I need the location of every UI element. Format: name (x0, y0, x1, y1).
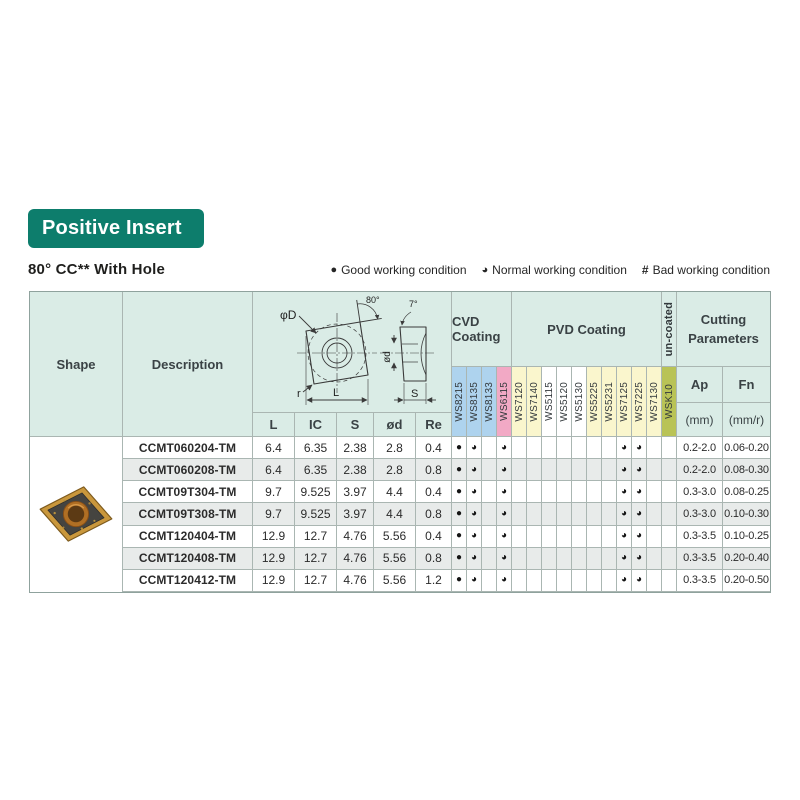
rating-cell-WS8133 (482, 459, 497, 481)
table-row (452, 459, 677, 481)
fn-value-cell: 0.10-0.25 (723, 526, 770, 548)
rating-cell-WS8135: ◕ (467, 570, 482, 592)
dim-value-S: 4.76 (337, 548, 374, 570)
coating-rating-rows (452, 437, 677, 592)
rating-cell-WSK10 (662, 503, 677, 525)
table-row (123, 526, 253, 548)
table-row (677, 437, 770, 459)
rating-cell-WS5225 (587, 548, 602, 570)
rating-cell-WS5225 (587, 526, 602, 548)
rating-cell-WS5130 (572, 526, 587, 548)
dim-value-od: 5.56 (374, 570, 416, 592)
fn-value-cell: 0.10-0.30 (723, 503, 770, 525)
rating-cell-WS8133 (482, 570, 497, 592)
rating-cell-WSK10 (662, 437, 677, 459)
cutting-sub-headers (677, 367, 770, 437)
coating-name-label: WS7130 (648, 381, 660, 422)
table-row (253, 459, 452, 481)
rating-cell-WS5231 (602, 570, 617, 592)
diagram-label-clearance: 7° (409, 299, 418, 309)
rating-cell-WS8135: ◕ (467, 437, 482, 459)
legend-item-good (330, 263, 466, 277)
rating-cell-WS7120 (512, 526, 527, 548)
dim-value-IC: 6.35 (295, 437, 337, 459)
dim-value-L: 6.4 (253, 459, 295, 481)
dim-value-IC: 12.7 (295, 570, 337, 592)
dim-value-IC: 9.525 (295, 503, 337, 525)
shape-column (30, 292, 123, 592)
technical-diagram-cell (253, 292, 452, 413)
rating-cell-WS8215: ● (452, 526, 467, 548)
rating-cell-WS7130 (647, 503, 662, 525)
coating-name-label: WS5115 (543, 382, 555, 421)
insert-photo (35, 484, 117, 546)
rating-cell-WS6115: ◕ (497, 481, 512, 503)
rating-cell-WS8215: ● (452, 437, 467, 459)
table-row (253, 503, 452, 525)
section-badge-label: Positive Insert (42, 217, 182, 239)
rating-cell-WS7120 (512, 481, 527, 503)
rating-cell-WS5115 (542, 503, 557, 525)
dim-value-Re: 0.8 (416, 503, 452, 525)
rating-cell-WS5130 (572, 437, 587, 459)
table-row (123, 481, 253, 503)
rating-cell-WS7140 (527, 526, 542, 548)
rating-cell-WS5231 (602, 459, 617, 481)
dimensions-column-group (253, 292, 452, 592)
table-row (452, 548, 677, 570)
rating-cell-WS8215: ● (452, 459, 467, 481)
rating-cell-WS8135: ◕ (467, 526, 482, 548)
dim-value-S: 4.76 (337, 526, 374, 548)
rating-cell-WS8133 (482, 503, 497, 525)
coating-name-label: WS7225 (633, 381, 645, 422)
rating-cell-WS5120 (557, 459, 572, 481)
coating-name-label: WS7125 (618, 381, 630, 422)
rating-cell-WS7120 (512, 459, 527, 481)
dim-header-od: ød (374, 413, 416, 437)
rating-cell-WS8133 (482, 437, 497, 459)
cutting-parameters-header (677, 292, 770, 367)
ap-value-cell: 0.3-3.0 (677, 481, 723, 503)
dim-value-L: 12.9 (253, 526, 295, 548)
coating-column-header-WS8215 (452, 367, 467, 437)
dim-value-S: 2.38 (337, 437, 374, 459)
rating-cell-WS8135: ◕ (467, 503, 482, 525)
dim-value-L: 9.7 (253, 503, 295, 525)
rating-cell-WS8135: ◕ (467, 459, 482, 481)
rating-cell-WS7125: ◕ (617, 503, 632, 525)
dim-value-S: 3.97 (337, 481, 374, 503)
ap-value-cell: 0.3-3.5 (677, 570, 723, 592)
rating-cell-WS7225: ◕ (632, 503, 647, 525)
rating-cell-WS5225 (587, 503, 602, 525)
dim-value-od: 5.56 (374, 548, 416, 570)
rating-cell-WS5231 (602, 503, 617, 525)
rating-cell-WS5115 (542, 570, 557, 592)
rating-cell-WS7225: ◕ (632, 437, 647, 459)
description-header: Description (123, 292, 253, 437)
coating-name-label: WS7140 (528, 381, 540, 422)
description-cell: CCMT09T304-TM (123, 481, 253, 503)
rating-cell-WS5231 (602, 526, 617, 548)
dim-value-Re: 0.4 (416, 437, 452, 459)
rating-cell-WS8215: ● (452, 570, 467, 592)
rating-cell-WS5120 (557, 526, 572, 548)
rating-cell-WS7140 (527, 548, 542, 570)
dim-value-L: 6.4 (253, 437, 295, 459)
rating-cell-WS8133 (482, 526, 497, 548)
rating-cell-WS7130 (647, 437, 662, 459)
rating-cell-WS7130 (647, 548, 662, 570)
legend-label-bad: Bad working condition (652, 263, 770, 277)
dimension-header-row (253, 413, 452, 437)
rating-cell-WS5120 (557, 481, 572, 503)
dim-value-Re: 0.8 (416, 548, 452, 570)
rating-cell-WS7225: ◕ (632, 548, 647, 570)
fn-subcolumn (723, 367, 770, 437)
fn-value-cell: 0.08-0.30 (723, 459, 770, 481)
coating-column-header-WS7225 (632, 367, 647, 437)
dim-value-IC: 9.525 (295, 481, 337, 503)
rating-cell-WS7225: ◕ (632, 570, 647, 592)
rating-cell-WS5115 (542, 526, 557, 548)
table-row (452, 526, 677, 548)
dim-value-od: 2.8 (374, 459, 416, 481)
coating-name-label: WS8135 (468, 381, 480, 422)
table-row (677, 481, 770, 503)
legend-label-normal: Normal working condition (492, 263, 627, 277)
coating-column-header-WS5120 (557, 367, 572, 437)
coating-column-header-WS8133 (482, 367, 497, 437)
rating-cell-WS8215: ● (452, 481, 467, 503)
normal-condition-icon: ◕ (481, 263, 489, 276)
coating-column-header-WS7140 (527, 367, 542, 437)
diagram-label-od: ød (382, 351, 393, 363)
rating-cell-WS7125: ◕ (617, 570, 632, 592)
dim-value-L: 12.9 (253, 570, 295, 592)
rating-cell-WS6115: ◕ (497, 437, 512, 459)
table-row (677, 526, 770, 548)
rating-cell-WS8215: ● (452, 548, 467, 570)
dim-value-S: 2.38 (337, 459, 374, 481)
coating-column-header-WS7130 (647, 367, 662, 437)
rating-cell-WS7120 (512, 548, 527, 570)
rating-cell-WSK10 (662, 481, 677, 503)
rating-cell-WS6115: ◕ (497, 459, 512, 481)
good-condition-icon: ● (330, 263, 338, 276)
rating-cell-WS5231 (602, 481, 617, 503)
rating-cell-WS5115 (542, 437, 557, 459)
section-badge (28, 209, 204, 248)
fn-value-cell: 0.08-0.25 (723, 481, 770, 503)
diagram-label-L: L (333, 387, 340, 399)
legend-item-bad (642, 263, 770, 277)
uncoated-header-label: un-coated (663, 301, 675, 357)
rating-cell-WS7120 (512, 570, 527, 592)
description-column (123, 292, 253, 592)
coating-column-header-WS5231 (602, 367, 617, 437)
description-cell: CCMT060208-TM (123, 459, 253, 481)
dim-header-L: L (253, 413, 295, 437)
rating-cell-WSK10 (662, 459, 677, 481)
fn-header: Fn (723, 367, 770, 403)
table-row (253, 481, 452, 503)
dim-value-Re: 0.4 (416, 481, 452, 503)
rating-cell-WS7120 (512, 437, 527, 459)
dim-value-IC: 6.35 (295, 459, 337, 481)
diagram-label-angle: 80° (366, 295, 380, 305)
cvd-coating-header: CVD Coating (452, 292, 512, 367)
fn-value-cell: 0.20-0.40 (723, 548, 770, 570)
description-rows (123, 437, 253, 592)
rating-cell-WS7140 (527, 570, 542, 592)
dim-header-IC: IC (295, 413, 337, 437)
cutting-parameter-rows (677, 437, 770, 592)
legend-label-good: Good working condition (341, 263, 467, 277)
fn-unit: (mm/r) (723, 403, 770, 437)
table-row (677, 548, 770, 570)
dim-value-Re: 0.4 (416, 526, 452, 548)
table-row (123, 459, 253, 481)
coating-name-label: WS5231 (603, 381, 615, 422)
rating-cell-WS7140 (527, 437, 542, 459)
rating-cell-WS5225 (587, 437, 602, 459)
dim-value-od: 4.4 (374, 503, 416, 525)
insert-technical-diagram (253, 292, 451, 412)
table-row (253, 548, 452, 570)
ap-value-cell: 0.3-3.0 (677, 503, 723, 525)
coating-name-label: WS8215 (453, 381, 465, 422)
rating-cell-WS7140 (527, 459, 542, 481)
rating-cell-WS5115 (542, 548, 557, 570)
coating-column-header-WS7125 (617, 367, 632, 437)
rating-cell-WS7125: ◕ (617, 526, 632, 548)
coating-name-label: WS5225 (588, 381, 600, 422)
description-cell: CCMT09T308-TM (123, 503, 253, 525)
insert-photo-cell (30, 437, 123, 592)
coating-column-header-WSK10 (662, 367, 677, 437)
insert-spec-table (29, 291, 771, 593)
table-row (253, 570, 452, 592)
description-cell: CCMT120412-TM (123, 570, 253, 592)
rating-cell-WS5115 (542, 459, 557, 481)
rating-cell-WS7125: ◕ (617, 548, 632, 570)
rating-cell-WS6115: ◕ (497, 526, 512, 548)
coating-column-header-WS8135 (467, 367, 482, 437)
ap-value-cell: 0.3-3.5 (677, 548, 723, 570)
rating-cell-WS7140 (527, 503, 542, 525)
table-row (123, 570, 253, 592)
bad-condition-icon: # (641, 263, 649, 277)
coating-name-label: WS5120 (558, 381, 570, 422)
table-row (452, 437, 677, 459)
table-row (452, 503, 677, 525)
coating-column-group (452, 292, 677, 592)
rating-cell-WS8135: ◕ (467, 481, 482, 503)
rating-cell-WS6115: ◕ (497, 548, 512, 570)
dim-value-S: 3.97 (337, 503, 374, 525)
rating-cell-WS7140 (527, 481, 542, 503)
dim-header-Re: Re (416, 413, 452, 437)
rating-cell-WS5120 (557, 548, 572, 570)
coating-name-label: WS7120 (513, 381, 525, 422)
legend-item-normal (482, 263, 627, 277)
description-cell: CCMT060204-TM (123, 437, 253, 459)
rating-cell-WS7225: ◕ (632, 459, 647, 481)
rating-cell-WS5130 (572, 459, 587, 481)
rating-cell-WS7120 (512, 503, 527, 525)
fn-value-cell: 0.20-0.50 (723, 570, 770, 592)
dim-value-IC: 12.7 (295, 548, 337, 570)
cutting-parameters-column-group (677, 292, 770, 592)
diagram-label-S: S (411, 388, 419, 400)
working-condition-legend (330, 263, 770, 277)
dim-value-L: 12.9 (253, 548, 295, 570)
rating-cell-WS6115: ◕ (497, 570, 512, 592)
rating-cell-WSK10 (662, 548, 677, 570)
coating-column-header-WS7120 (512, 367, 527, 437)
coating-column-header-WS5225 (587, 367, 602, 437)
dim-header-S: S (337, 413, 374, 437)
dim-value-od: 5.56 (374, 526, 416, 548)
rating-cell-WS8133 (482, 481, 497, 503)
ap-subcolumn (677, 367, 723, 437)
rating-cell-WS5120 (557, 570, 572, 592)
rating-cell-WS5120 (557, 437, 572, 459)
rating-cell-WS7130 (647, 570, 662, 592)
rating-cell-WS8133 (482, 548, 497, 570)
coating-column-header-WS5130 (572, 367, 587, 437)
rating-cell-WS8135: ◕ (467, 548, 482, 570)
rating-cell-WS5225 (587, 481, 602, 503)
table-row (452, 570, 677, 592)
cutting-parameters-label: Cutting Parameters (688, 311, 759, 346)
rating-cell-WSK10 (662, 526, 677, 548)
diagram-label-r: r (297, 388, 301, 400)
rating-cell-WS5130 (572, 503, 587, 525)
coating-name-label: WS8133 (483, 381, 495, 422)
coating-column-header-WS6115 (497, 367, 512, 437)
ap-value-cell: 0.3-3.5 (677, 526, 723, 548)
description-cell: CCMT120404-TM (123, 526, 253, 548)
dim-value-IC: 12.7 (295, 526, 337, 548)
table-row (253, 526, 452, 548)
ap-value-cell: 0.2-2.0 (677, 437, 723, 459)
description-cell: CCMT120408-TM (123, 548, 253, 570)
dimension-rows (253, 437, 452, 592)
coating-group-header-row (452, 292, 677, 367)
dim-value-od: 4.4 (374, 481, 416, 503)
page-subtitle: 80° CC** With Hole (28, 261, 165, 278)
rating-cell-WS5225 (587, 570, 602, 592)
dim-value-Re: 0.8 (416, 459, 452, 481)
table-row (677, 459, 770, 481)
coating-name-label: WS6115 (498, 382, 510, 421)
rating-cell-WS5115 (542, 481, 557, 503)
uncoated-header (662, 292, 677, 367)
rating-cell-WS7225: ◕ (632, 481, 647, 503)
ap-header: Ap (677, 367, 723, 403)
rating-cell-WS5225 (587, 459, 602, 481)
table-row (452, 481, 677, 503)
coating-name-label: WSK10 (663, 384, 675, 419)
table-row (123, 437, 253, 459)
rating-cell-WS5231 (602, 437, 617, 459)
table-row (123, 503, 253, 525)
pvd-coating-header: PVD Coating (512, 292, 662, 367)
dim-value-od: 2.8 (374, 437, 416, 459)
rating-cell-WS5120 (557, 503, 572, 525)
table-row (677, 570, 770, 592)
rating-cell-WS7130 (647, 481, 662, 503)
rating-cell-WS7125: ◕ (617, 481, 632, 503)
dim-value-S: 4.76 (337, 570, 374, 592)
diagram-label-phiD: φD (280, 308, 297, 322)
rating-cell-WS5231 (602, 548, 617, 570)
rating-cell-WS5130 (572, 548, 587, 570)
rating-cell-WS6115: ◕ (497, 503, 512, 525)
rating-cell-WS5130 (572, 570, 587, 592)
coating-column-header-WS5115 (542, 367, 557, 437)
table-row (253, 437, 452, 459)
ap-value-cell: 0.2-2.0 (677, 459, 723, 481)
rating-cell-WS7130 (647, 459, 662, 481)
rating-cell-WS8215: ● (452, 503, 467, 525)
rating-cell-WS7225: ◕ (632, 526, 647, 548)
rating-cell-WSK10 (662, 570, 677, 592)
shape-header: Shape (30, 292, 123, 437)
table-row (677, 503, 770, 525)
table-row (123, 548, 253, 570)
dim-value-L: 9.7 (253, 481, 295, 503)
rating-cell-WS7125: ◕ (617, 459, 632, 481)
dim-value-Re: 1.2 (416, 570, 452, 592)
coating-labels-row (452, 367, 677, 437)
ap-unit: (mm) (677, 403, 723, 437)
fn-value-cell: 0.06-0.20 (723, 437, 770, 459)
coating-name-label: WS5130 (573, 381, 585, 422)
rating-cell-WS5130 (572, 481, 587, 503)
rating-cell-WS7125: ◕ (617, 437, 632, 459)
rating-cell-WS7130 (647, 526, 662, 548)
